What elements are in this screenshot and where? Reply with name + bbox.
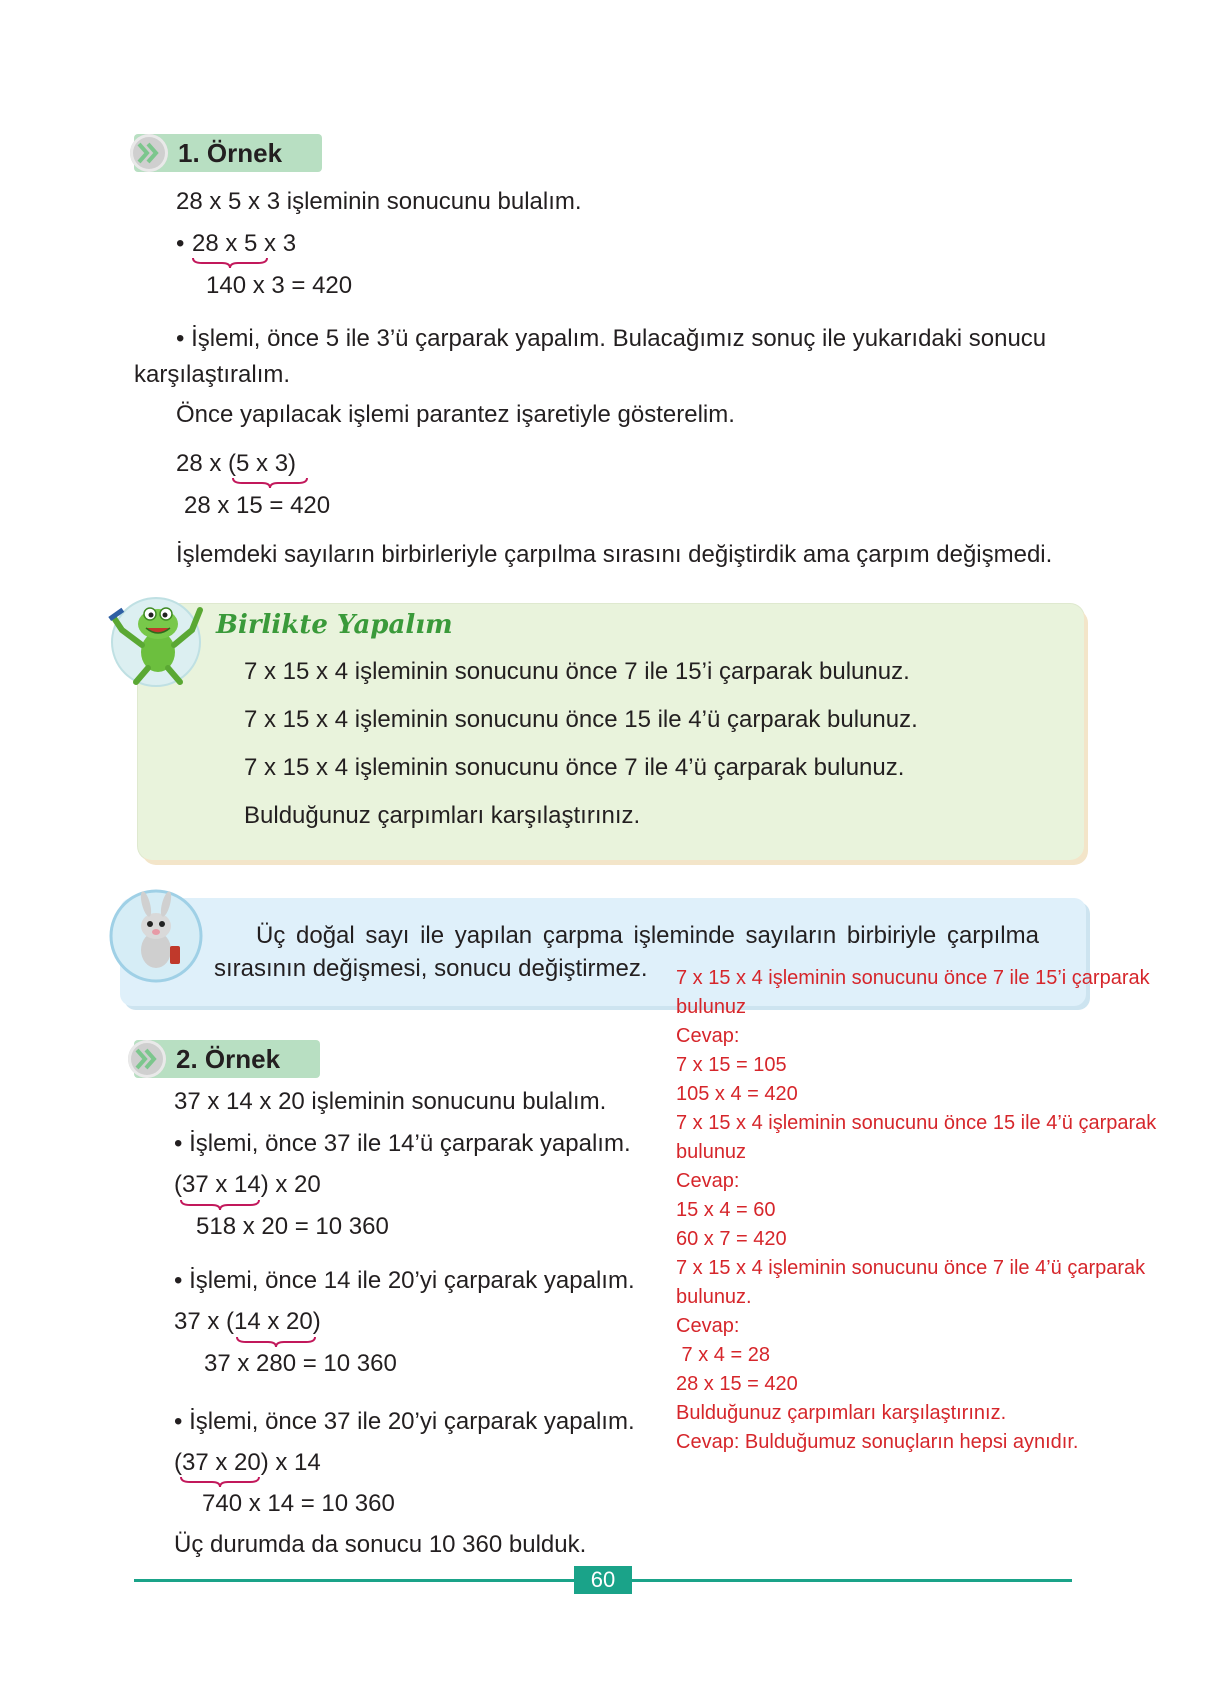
answer-line: 7 x 15 x 4 işleminin sonucunu önce 7 ile 15’i çarparak xyxy=(676,967,1150,989)
answer-line: 105 x 4 = 420 xyxy=(676,1083,798,1105)
example1-intro: 28 x 5 x 3 işleminin sonucunu bulalım. xyxy=(176,188,582,215)
page-number: 60 xyxy=(574,1566,632,1594)
example1-step1-bullet: • xyxy=(176,230,185,257)
footer-rule-right xyxy=(632,1579,1072,1582)
rule-line2: sırasının değişmesi, sonucu değiştirmez. xyxy=(214,955,648,982)
brace-mark xyxy=(180,1475,260,1489)
rule-line1: Üç doğal sayı ile yapılan çarpma işleminde sayıların birbiriyle çarpılma xyxy=(256,922,1039,949)
answer-line: Cevap: xyxy=(676,1170,740,1192)
rabbit-mascot-icon xyxy=(108,888,204,984)
answer-line: Cevap: xyxy=(676,1025,740,1047)
answer-line: Bulduğunuz çarpımları karşılaştırınız. xyxy=(676,1402,1007,1424)
example2-c-text: • İşlemi, önce 37 ile 20’yi çarparak yapalım. xyxy=(174,1408,635,1435)
answer-line: 15 x 4 = 60 xyxy=(676,1199,776,1221)
example2-intro: 37 x 14 x 20 işleminin sonucunu bulalım. xyxy=(174,1088,607,1115)
example1-para2: Önce yapılacak işlemi parantez işaretiyle gösterelim. xyxy=(176,401,735,428)
example2-a-text: • İşlemi, önce 37 ile 14’ü çarparak yapalım. xyxy=(174,1130,631,1157)
answer-line: 7 x 15 x 4 işleminin sonucunu önce 7 ile 4’ü çarparak xyxy=(676,1257,1146,1279)
birlikte-item: Bulduğunuz çarpımları karşılaştırınız. xyxy=(244,802,641,829)
double-chevron-icon xyxy=(130,134,168,172)
brace-mark xyxy=(192,256,268,270)
example2-conclusion: Üç durumda da sonucu 10 360 bulduk. xyxy=(174,1531,587,1558)
brace-mark xyxy=(180,1198,260,1212)
example2-c-result: 740 x 14 = 10 360 xyxy=(202,1490,395,1517)
birlikte-item: 7 x 15 x 4 işleminin sonucunu önce 7 ile 15’i çarparak bulunuz. xyxy=(244,658,910,685)
example1-conclusion: İşlemdeki sayıların birbirleriyle çarpılma sırasını değiştirdik ama çarpım değişmedi. xyxy=(176,541,1053,568)
double-chevron-icon xyxy=(128,1040,166,1078)
example1-step2-expr: 28 x (5 x 3) xyxy=(176,450,297,477)
birlikte-title: Birlikte Yapalım xyxy=(216,610,453,640)
example2-title: 2. Örnek xyxy=(176,1044,281,1074)
answer-line: 7 x 15 x 4 işleminin sonucunu önce 15 ile 4’ü çarparak xyxy=(676,1112,1157,1134)
answer-line: bulunuz. xyxy=(676,1286,752,1308)
answer-line: bulunuz xyxy=(676,996,747,1018)
brace-mark xyxy=(232,476,308,490)
answer-line: 7 x 4 = 28 xyxy=(676,1344,770,1366)
answer-line: 7 x 15 = 105 xyxy=(676,1054,787,1076)
answer-line: 60 x 7 = 420 xyxy=(676,1228,787,1250)
answer-line: Cevap: Bulduğumuz sonuçların hepsi aynıdır. xyxy=(676,1431,1079,1453)
example1-step1-expr: 28 x 5 x 3 xyxy=(192,230,297,257)
example1-step1-result: 140 x 3 = 420 xyxy=(206,272,353,299)
example2-a-expr: (37 x 14) x 20 xyxy=(174,1171,321,1198)
example2-a-result: 518 x 20 = 10 360 xyxy=(196,1213,389,1240)
frog-mascot-icon xyxy=(108,590,208,690)
footer-rule-left xyxy=(134,1579,574,1582)
answer-line: 28 x 15 = 420 xyxy=(676,1373,798,1395)
brace-mark xyxy=(236,1335,316,1349)
example1-para1-line2: karşılaştıralım. xyxy=(134,361,291,388)
example2-b-result: 37 x 280 = 10 360 xyxy=(204,1350,397,1377)
birlikte-item: 7 x 15 x 4 işleminin sonucunu önce 7 ile 4’ü çarparak bulunuz. xyxy=(244,754,905,781)
example2-b-expr: 37 x (14 x 20) xyxy=(174,1308,321,1335)
example1-step2-result: 28 x 15 = 420 xyxy=(184,492,331,519)
birlikte-item: 7 x 15 x 4 işleminin sonucunu önce 15 ile 4’ü çarparak bulunuz. xyxy=(244,706,918,733)
answer-line: bulunuz xyxy=(676,1141,747,1163)
example2-b-text: • İşlemi, önce 14 ile 20’yi çarparak yapalım. xyxy=(174,1267,635,1294)
example2-c-expr: (37 x 20) x 14 xyxy=(174,1449,321,1476)
example1-title: 1. Örnek xyxy=(178,138,283,168)
example1-para1-line1: • İşlemi, önce 5 ile 3’ü çarparak yapalım. Bulacağımız sonuç ile yukarıdaki sonucu xyxy=(176,325,1047,352)
answer-line: Cevap: xyxy=(676,1315,740,1337)
